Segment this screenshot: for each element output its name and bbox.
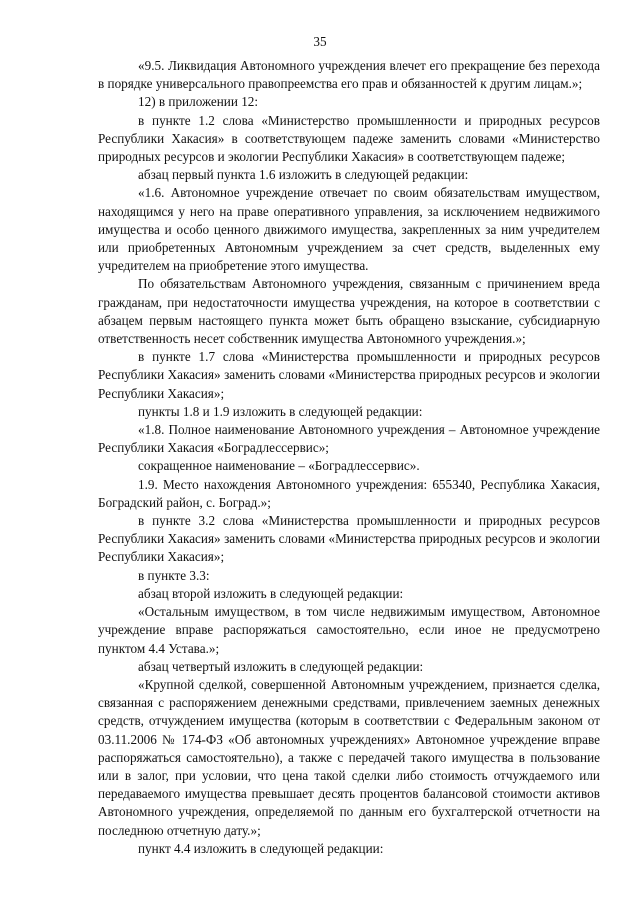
paragraph-obligations: По обязательствам Автономного учреждения, связанным с причинением вреда гражданам, при недостаточности имущества учреждения, на которое в соответствии с абзацем первым настоящего пункта может быть обращено взыскание, субсидиарную ответственность несет собственник имущества Автономного учреждения.»; bbox=[98, 276, 600, 347]
paragraph-fourth-abzac-intro: абзац четвертый изложить в следующей редакции: bbox=[138, 658, 424, 674]
paragraph-item-1-9: 1.9. Место нахождения Автономного учреждения: 655340, Республика Хакасия, Боградский район, с. Боград.»; bbox=[98, 476, 600, 510]
paragraph-second-abzac-intro: абзац второй изложить в следующей редакции: bbox=[138, 585, 404, 601]
paragraph-other-property: «Остальным имуществом, в том числе недвижимым имуществом, Автономное учреждение вправе распоряжаться самостоятельно, если иное не предусмотрено пунктом 4.4 Устава.»; bbox=[98, 604, 600, 656]
paragraph-major-transaction: «Крупной сделкой, совершенной Автономным учреждением, признается сделка, связанная с распоряжением денежными средствами, привлечением заемных денежных средств, отчуждением имущества (которым в соответствии с Федеральным законом от 03.11.2006 № 174-ФЗ «Об автономных учреждениях» Автономное учреждение вправе распоряжаться самостоятельно), а также с передачей такого имущества в пользование или в залог, при условии, что цена такой сделки либо стоимость отчуждаемого или передаваемого имущества превышает десять процентов балансовой стоимости активов Автономного учреждения, определяемой по данным его бухгалтерской отчетности на последнюю отчетную дату.»; bbox=[98, 676, 600, 838]
paragraph-item-1-7: в пункте 1.7 слова «Министерства промышленности и природных ресурсов Республики Хакасия» заменить словами «Министерства природных ресурсов и экологии Республики Хакасия»; bbox=[98, 349, 600, 401]
paragraph-items-1-8-1-9-intro: пункты 1.8 и 1.9 изложить в следующей редакции: bbox=[138, 403, 423, 419]
paragraph-short-name: сокращенное наименование – «Боградлессервис». bbox=[138, 458, 420, 474]
paragraph-appendix-12: 12) в приложении 12: bbox=[138, 94, 259, 110]
paragraph-item-1-8: «1.8. Полное наименование Автономного учреждения – Автономное учреждение Республики Хакасия «Боградлессервис»; bbox=[98, 422, 600, 456]
paragraph-item-3-2: в пункте 3.2 слова «Министерства промышленности и природных ресурсов Республики Хакасия» заменить словами «Министерства природных ресурсов и экологии Республики Хакасия»; bbox=[98, 513, 600, 565]
paragraph-item-1-6-text: «1.6. Автономное учреждение отвечает по своим обязательствам имуществом, находящимся у него на праве оперативного управления, за исключением недвижимого имущества и особо ценного движимого имущества, закрепленных за ним учредителем или приобретенных Автономным учреждением за счет средств, выделенных ему учредителем на приобретение этого имущества. bbox=[98, 185, 600, 274]
paragraph-item-1-6-intro: абзац первый пункта 1.6 изложить в следующей редакции: bbox=[138, 167, 469, 183]
page-number: 35 bbox=[313, 34, 327, 49]
paragraph-9-5-liquidation: «9.5. Ликвидация Автономного учреждения влечет его прекращение без перехода в порядке универсального правопреемства его прав и обязанностей к другим лицам.»; bbox=[98, 58, 600, 92]
paragraph-item-1-2: в пункте 1.2 слова «Министерство промышленности и природных ресурсов Республики Хакасия» в соответствующем падеже заменить словами «Министерство природных ресурсов и экологии Республики Хакасия» в соответствующем падеже; bbox=[98, 112, 600, 165]
paragraph-item-4-4-intro: пункт 4.4 изложить в следующей редакции: bbox=[138, 840, 384, 856]
document-body bbox=[98, 57, 600, 858]
paragraph-item-3-3-intro: в пункте 3.3: bbox=[138, 567, 210, 583]
